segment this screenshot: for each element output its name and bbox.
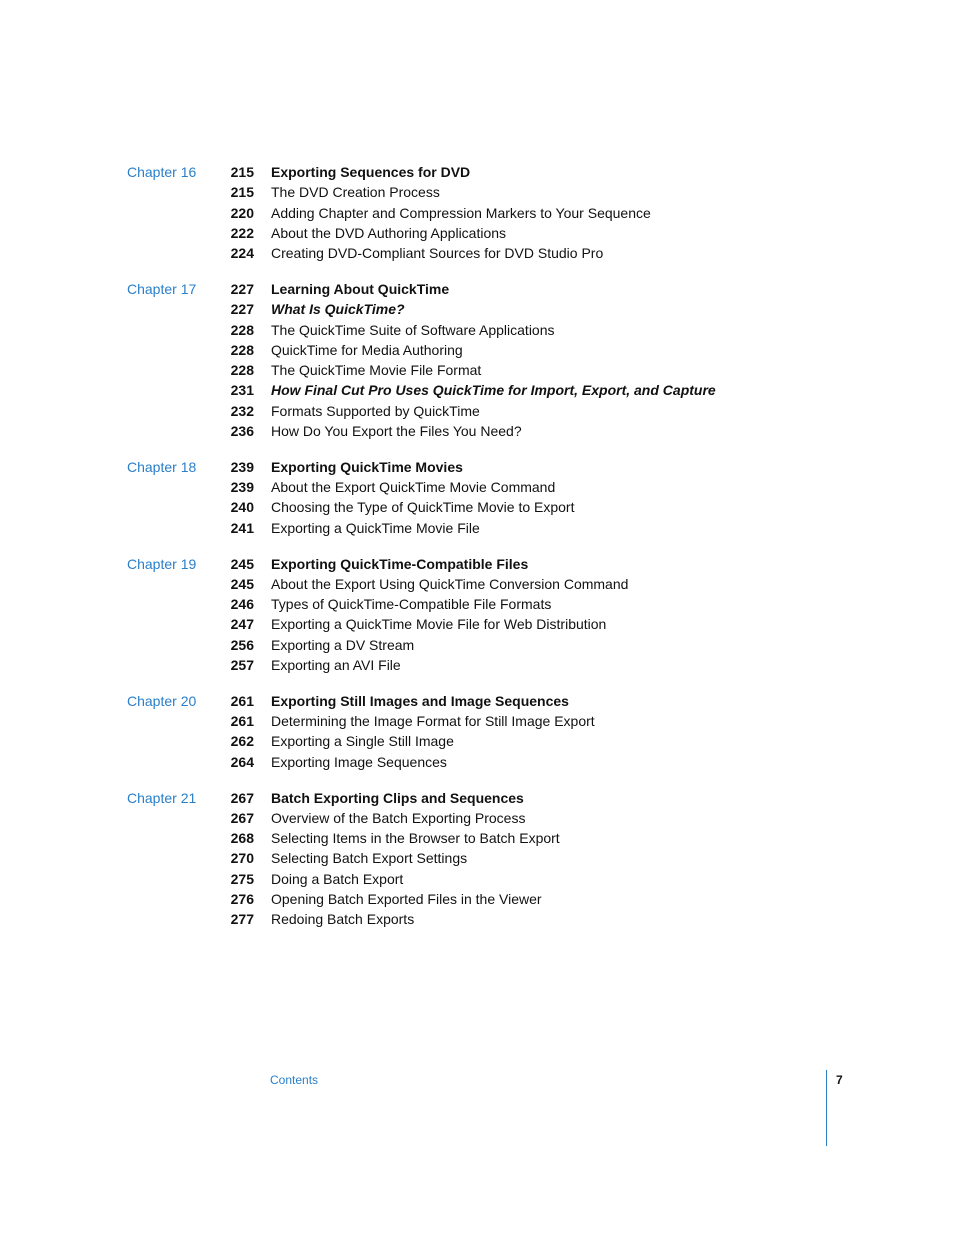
toc-entry[interactable] (0, 380, 954, 400)
toc-entry-title[interactable]: Exporting a QuickTime Movie File (271, 519, 480, 536)
toc-entry[interactable] (0, 299, 954, 319)
chapter-block (0, 788, 954, 930)
toc-entry-title[interactable]: Opening Batch Exported Files in the Viewer (271, 891, 542, 907)
toc-entry[interactable] (0, 554, 954, 574)
chapter-label[interactable]: Chapter 17 (127, 280, 197, 297)
toc-entry[interactable] (0, 752, 954, 772)
toc-entry-page-number: 228 (230, 362, 254, 379)
toc-entry-title[interactable]: What Is QuickTime? (271, 301, 405, 318)
toc-entry-title[interactable]: Selecting Items in the Browser to Batch Export (271, 830, 560, 847)
chapter-label[interactable]: Chapter 20 (127, 692, 197, 709)
toc-entry-page-number: 227 (230, 280, 254, 297)
toc-entry-title[interactable]: The DVD Creation Process (271, 184, 440, 201)
toc-entry[interactable] (0, 909, 954, 929)
toc-entry-title[interactable]: Adding Chapter and Compression Markers to Your Sequence (271, 204, 651, 221)
toc-entry[interactable] (0, 421, 954, 441)
toc-entry-page-number: 215 (230, 164, 254, 180)
toc-entry[interactable] (0, 320, 954, 340)
chapter-block (0, 554, 954, 676)
toc-entry-page-number: 232 (230, 402, 254, 419)
toc-entry-page-number: 268 (230, 830, 254, 847)
toc-entry-page-number: 270 (230, 850, 254, 867)
chapter-block (0, 691, 954, 772)
toc-entry[interactable] (0, 401, 954, 421)
toc-entry[interactable] (0, 848, 954, 868)
toc-entry-title[interactable]: Exporting Sequences for DVD (271, 164, 471, 180)
toc-entry-title[interactable]: The QuickTime Movie File Format (271, 362, 482, 379)
toc-entry[interactable] (0, 635, 954, 655)
toc-entry[interactable] (0, 711, 954, 731)
toc-entry-page-number: 245 (230, 575, 254, 592)
toc-entry-title[interactable]: Selecting Batch Export Settings (271, 850, 468, 867)
toc-entry[interactable] (0, 162, 954, 182)
toc-entry-title[interactable]: Batch Exporting Clips and Sequences (271, 789, 524, 806)
toc-entry-page-number: 261 (230, 713, 254, 730)
chapter-label[interactable]: Chapter 19 (127, 555, 197, 572)
toc-entry-title[interactable]: Determining the Image Format for Still Image Export (271, 713, 595, 730)
toc-entry-title[interactable]: Exporting Still Images and Image Sequences (271, 692, 569, 709)
toc-entry[interactable] (0, 594, 954, 614)
toc-entry-page-number: 224 (230, 245, 254, 262)
footer-section-label: Contents (270, 1073, 319, 1087)
toc-entry-title[interactable]: Exporting QuickTime Movies (271, 458, 463, 475)
toc-entry[interactable] (0, 243, 954, 263)
toc-entry-title[interactable]: Exporting a DV Stream (271, 636, 415, 653)
toc-entry-page-number: 264 (230, 753, 254, 770)
toc-entry-page-number: 276 (230, 891, 254, 907)
toc-entry-title[interactable]: Doing a Batch Export (271, 870, 404, 887)
toc-entry[interactable] (0, 614, 954, 634)
footer-page-number: 7 (836, 1073, 843, 1087)
toc-entry-page-number: 241 (230, 519, 254, 536)
toc-entry[interactable] (0, 497, 954, 517)
toc-entry-title[interactable]: About the DVD Authoring Applications (271, 224, 507, 241)
toc-entry-title[interactable]: Learning About QuickTime (271, 280, 450, 297)
toc-entry-title[interactable]: About the Export QuickTime Movie Command (271, 479, 556, 496)
toc-entry-page-number: 239 (230, 458, 254, 475)
toc-entry-title[interactable]: Formats Supported by QuickTime (271, 402, 480, 419)
toc-entry-page-number: 261 (230, 692, 254, 709)
toc-entry-page-number: 228 (230, 341, 254, 358)
toc-entry-page-number: 246 (230, 596, 254, 613)
footer-divider (826, 1070, 827, 1146)
chapter-label[interactable]: Chapter 21 (127, 789, 197, 806)
toc-entry[interactable] (0, 279, 954, 299)
toc-entry[interactable] (0, 655, 954, 675)
chapter-block (0, 162, 954, 263)
toc-entry-page-number: 275 (230, 870, 254, 887)
toc-entry[interactable] (0, 731, 954, 751)
toc-entry-page-number: 267 (230, 789, 254, 806)
chapter-label[interactable]: Chapter 18 (127, 458, 197, 475)
toc-entry-page-number: 256 (230, 636, 254, 653)
toc-entry-page-number: 245 (230, 555, 254, 572)
toc-entry-title[interactable]: Exporting an AVI File (271, 657, 401, 674)
toc-entry[interactable] (0, 223, 954, 243)
toc-entry-page-number: 240 (230, 499, 254, 516)
toc-entry-title[interactable]: Exporting a Single Still Image (271, 733, 454, 750)
toc-entry-title[interactable]: Exporting a QuickTime Movie File for Web Distribution (271, 616, 607, 633)
toc-entry-title[interactable]: Exporting Image Sequences (271, 753, 447, 770)
toc-entry[interactable] (0, 574, 954, 594)
toc-entry[interactable] (0, 203, 954, 223)
toc-entry-page-number: 222 (230, 224, 254, 241)
toc-entry-title[interactable]: Redoing Batch Exports (271, 911, 415, 928)
toc-entry-page-number: 215 (230, 184, 254, 201)
toc-entry-page-number: 277 (230, 911, 254, 928)
toc-entry-title[interactable]: How Do You Export the Files You Need? (271, 423, 522, 440)
toc-entry-title[interactable]: How Final Cut Pro Uses QuickTime for Import, Export, and Capture (271, 382, 716, 399)
toc-entry-page-number: 247 (230, 616, 254, 633)
toc-entry[interactable] (0, 828, 954, 848)
toc-entry-title[interactable]: Creating DVD-Compliant Sources for DVD Studio Pro (271, 245, 604, 262)
chapter-block (0, 457, 954, 538)
chapter-label[interactable]: Chapter 16 (127, 164, 197, 180)
toc-entry-title[interactable]: The QuickTime Suite of Software Applications (271, 321, 555, 338)
toc-entry[interactable] (0, 691, 954, 711)
toc-entry-page-number: 231 (230, 382, 254, 399)
toc-entry-page-number: 267 (230, 809, 254, 826)
toc-entry[interactable] (0, 518, 954, 538)
toc-entry-page-number: 236 (230, 423, 254, 440)
toc-entry-title[interactable]: About the Export Using QuickTime Conversion Command (271, 575, 629, 592)
toc-entry-page-number: 220 (230, 204, 254, 221)
toc-entry[interactable] (0, 340, 954, 360)
toc-entry-title[interactable]: Types of QuickTime-Compatible File Formats (271, 596, 552, 613)
toc-entry-title[interactable]: Overview of the Batch Exporting Process (271, 809, 526, 826)
toc-entry[interactable] (0, 182, 954, 202)
toc-entry-page-number: 227 (230, 301, 254, 318)
chapter-block (0, 279, 954, 441)
toc-entry-page-number: 239 (230, 479, 254, 496)
toc-entry[interactable] (0, 477, 954, 497)
toc-entry-page-number: 262 (230, 733, 254, 750)
toc-entry[interactable] (0, 869, 954, 889)
toc-entry[interactable] (0, 457, 954, 477)
toc-entry-page-number: 228 (230, 321, 254, 338)
toc-entry-title[interactable]: Choosing the Type of QuickTime Movie to Export (271, 499, 575, 516)
toc-entry[interactable] (0, 788, 954, 808)
table-of-contents (0, 162, 954, 945)
toc-entry-title[interactable]: QuickTime for Media Authoring (271, 341, 463, 358)
toc-entry[interactable] (0, 808, 954, 828)
toc-entry[interactable] (0, 360, 954, 380)
toc-entry[interactable] (0, 889, 954, 909)
toc-entry-title[interactable]: Exporting QuickTime-Compatible Files (271, 555, 529, 572)
toc-entry-page-number: 257 (230, 657, 254, 674)
